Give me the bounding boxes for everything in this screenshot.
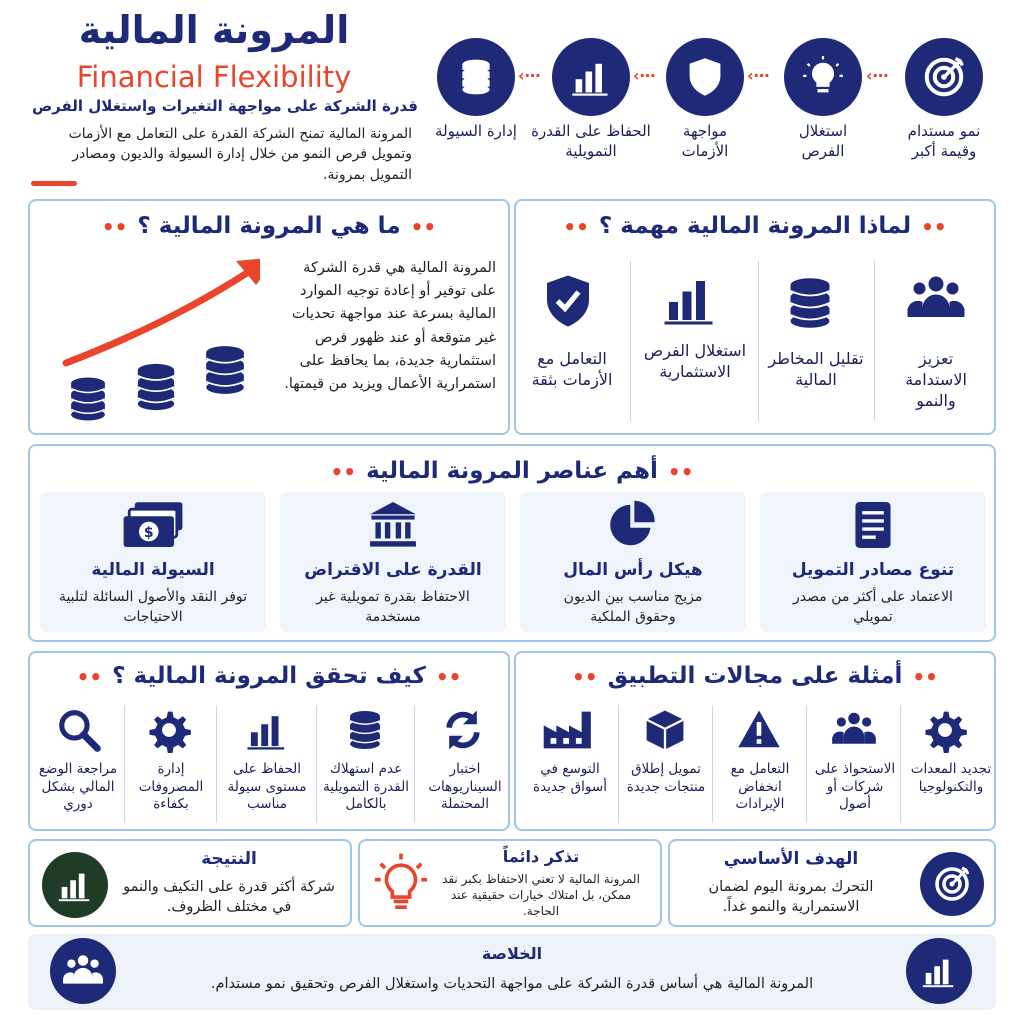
page-subtitle: قدرة الشركة على مواجهة التغيرات واستغلال الفرص (31, 97, 418, 115)
warning-icon (736, 707, 782, 753)
target-icon (905, 38, 983, 116)
examples-card: ••أمثلة على مجالات التطبيق•• تجديد المعدات والتكنولوجيا الاستحواذ على شركات أو أصول التعامل مع انخفاض الإيرادات تمويل إطلاق منتجات جديدة التوسع في أسواق جديدة (514, 651, 996, 831)
example-item-label: التوسع في أسواق جديدة (533, 761, 607, 795)
flow-arrow-icon: ⋯› (633, 66, 656, 85)
people-icon (898, 269, 974, 329)
document-icon (846, 498, 900, 552)
factory-icon (540, 707, 598, 753)
why-card: ••لماذا المرونة المالية مهمة ؟•• تعزيز الاستدامة والنمو تقليل المخاطر المالية استغلال الفرص الاستثمارية التعامل مع الأزمات بثقة (514, 199, 996, 435)
summary-text: المرونة المالية هي أساس قدرة الشركة على مواجهة التحديات واستغلال الفرص وتحقيق نمو مستدام. (210, 976, 814, 992)
bank-icon (366, 498, 420, 552)
elements-card: ••أهم عناصر المرونة المالية•• تنوع مصادر التمويل الاعتماد على أكثر من مصدر تمويلي هيكل رأس المال مزيج مناسب بين الديون وحقوق الملكية القدرة على الاقتراض الاحتفاظ بقدرة تمويلية غير مستخدمة السيولة المالية توفر النقد والأصول السائلة لتلبية الاحتياجات (28, 444, 996, 642)
element-text: الاعتماد على أكثر من مصدر تمويلي (793, 589, 953, 625)
why-item-label: استغلال الفرص الاستثمارية (643, 341, 747, 381)
flow-arrow-icon: ⋯› (866, 66, 889, 85)
what-title: ما هي المرونة المالية ؟ (137, 213, 401, 239)
what-card: ••ما هي المرونة المالية ؟•• المرونة المالية هي قدرة الشركة على توفير أو إعادة توجيه الموارد المالية بسرعة عند مواجهة تحديات غير متوقعة أو عند ظهور فرص استثمارية جديدة، بما يحافظ على استمرارية الأعمال ويزيد من قيمتها. (28, 199, 510, 435)
goal-title: الهدف الأساسي (723, 849, 859, 869)
element-text: مزيج مناسب بين الديون وحقوق الملكية (563, 589, 703, 625)
element-tile (520, 492, 746, 632)
why-item-label: تعزيز الاستدامة والنمو (905, 349, 967, 410)
pie-chart-icon (606, 498, 660, 552)
how-item-label: مراجعة الوضع المالي بشكل دوري (38, 761, 118, 813)
goal-card (668, 839, 996, 927)
example-item-label: الاستحواذ على شركات أو أصول (814, 761, 896, 813)
why-item-label: تقليل المخاطر المالية (768, 349, 864, 389)
why-title: لماذا المرونة المالية مهمة ؟ (598, 213, 912, 239)
examples-title: أمثلة على مجالات التطبيق (607, 663, 903, 689)
page-title-en: Financial Flexibility (76, 60, 352, 94)
search-icon (56, 707, 102, 753)
flow-label: الحفاظ على القدرة التمويلية (531, 122, 651, 160)
element-tile (280, 492, 506, 632)
header-description: المرونة المالية تمنح الشركة القدرة على التعامل مع الأزمات وتمويل فرص النمو من خلال إدارة السيولة والديون ومصادر التمويل بمرونة. (68, 126, 412, 183)
summary-bar (28, 934, 996, 1010)
how-card: ••كيف تحقق المرونة المالية ؟•• اختبار السيناريوهات المحتملة عدم استهلاك القدرة التمويلية بالكامل الحفاظ على مستوى سيولة مناسب إدارة المصروفات بكفاءة مراجعة الوضع المالي بشكل دوري (28, 651, 510, 831)
target-icon (920, 852, 984, 916)
element-title: تنوع مصادر التمويل (791, 560, 955, 580)
goal-text: التحرك بمرونة اليوم لضمان الاستمرارية والنمو غداً. (708, 879, 874, 916)
flow-label: استغلال الفرص (798, 122, 848, 160)
how-item-label: إدارة المصروفات بكفاءة (138, 761, 204, 813)
page-title: المرونة المالية (78, 8, 350, 52)
example-item-label: تمويل إطلاق منتجات جديدة (626, 761, 706, 795)
element-tile (760, 492, 986, 632)
remember-title: تذكر دائماً (502, 847, 580, 866)
result-card (28, 839, 352, 927)
shield-check-icon (666, 38, 744, 116)
coins-icon (437, 38, 515, 116)
element-title: هيكل رأس المال (563, 560, 703, 580)
how-title: كيف تحقق المرونة المالية ؟ (112, 663, 426, 689)
box-icon (642, 707, 688, 753)
lightbulb-icon (372, 851, 430, 917)
refresh-icon (440, 707, 486, 753)
what-text: المرونة المالية هي قدرة الشركة على توفير أو إعادة توجيه الموارد المالية بسرعة عند مواجهة تحديات غير متوقعة أو عند ظهور فرص استثمارية جديدة، بما يحافظ على استمرارية الأعمال ويزيد من قيمتها. (284, 260, 496, 392)
flow-label: إدارة السيولة (435, 122, 517, 140)
elements-title: أهم عناصر المرونة المالية (366, 458, 658, 484)
shield-check-icon (538, 269, 598, 333)
gear-icon (146, 707, 192, 753)
flow-arrow-icon: ⋯› (518, 66, 541, 85)
bar-chart-icon (660, 269, 720, 329)
how-item-label: اختبار السيناريوهات المحتملة (428, 761, 502, 813)
lightbulb-icon (784, 38, 862, 116)
how-item-label: الحفاظ على مستوى سيولة مناسب (227, 761, 307, 813)
example-item-label: التعامل مع انخفاض الإيرادات (730, 761, 790, 813)
coins-icon (780, 273, 840, 333)
remember-card (358, 839, 662, 927)
bar-chart-icon (244, 707, 290, 753)
result-text: شركة أكثر قدرة على التكيف والنمو في مختلف الظروف. (123, 879, 335, 916)
example-item-label: تجديد المعدات والتكنولوجيا (910, 761, 992, 795)
bar-chart-icon (552, 38, 630, 116)
flow-arrow-icon: ⋯› (747, 66, 770, 85)
bar-chart-icon (906, 938, 972, 1004)
element-title: السيولة المالية (91, 560, 215, 580)
accent-underline (31, 181, 77, 186)
bar-chart-icon (42, 852, 108, 918)
flow-label: مواجهة الأزمات (681, 122, 729, 160)
result-title: النتيجة (201, 849, 257, 869)
flow-label: نمو مستدام وقيمة أكبر (907, 122, 981, 160)
remember-text: المرونة المالية لا تعني الاحتفاظ بكبر نقد ممكن، بل امتلاك خيارات حقيقية عند الحاجة. (442, 872, 640, 919)
gear-icon (922, 707, 968, 753)
cash-icon (116, 498, 190, 554)
element-tile (40, 492, 266, 632)
coins-icon (342, 707, 388, 753)
how-item-label: عدم استهلاك القدرة التمويلية بالكامل (323, 761, 409, 813)
summary-title: الخلاصة (481, 944, 543, 963)
element-text: توفر النقد والأصول السائلة لتلبية الاحتياجات (58, 589, 248, 625)
element-text: الاحتفاظ بقدرة تمويلية غير مستخدمة (316, 589, 470, 625)
people-icon (826, 707, 882, 753)
why-item-label: التعامل مع الأزمات بثقة (531, 349, 613, 389)
growth-coins-illustration (60, 253, 260, 425)
people-icon (50, 938, 116, 1004)
element-title: القدرة على الاقتراض (304, 560, 482, 580)
